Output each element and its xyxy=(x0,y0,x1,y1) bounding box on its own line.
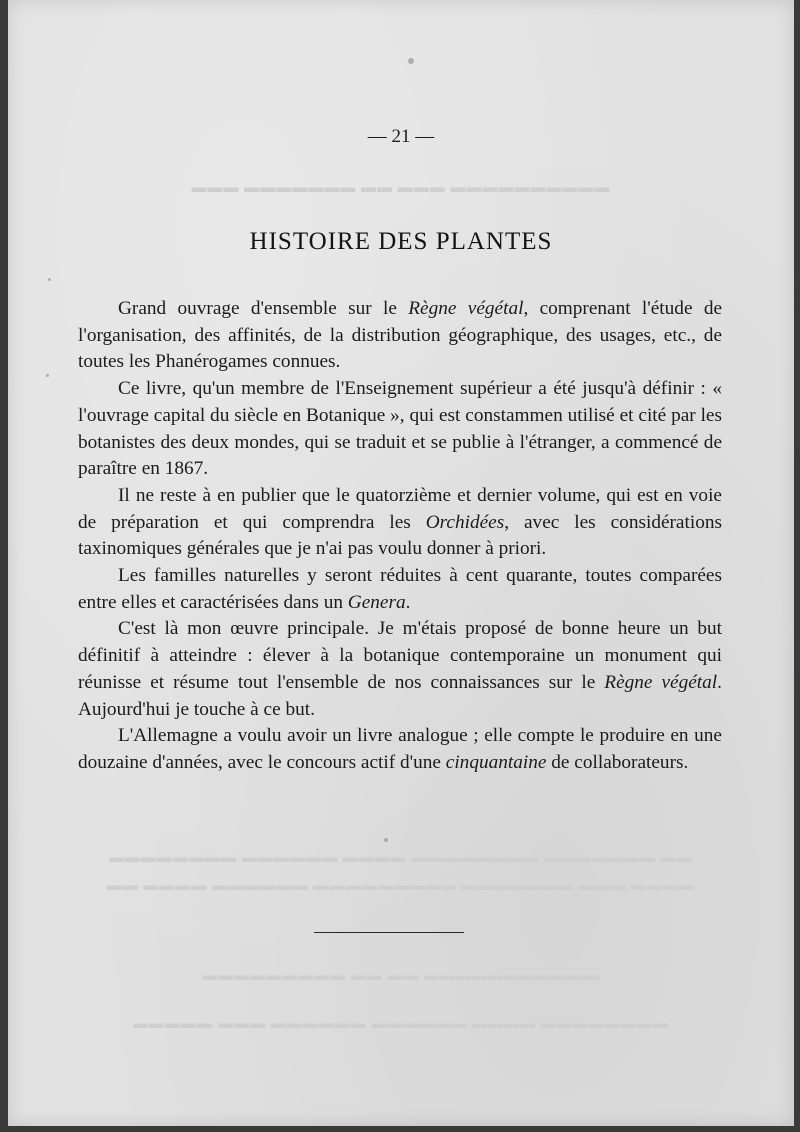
text-run: . xyxy=(405,591,411,613)
show-through-line: ▬▬▬▬▬▬▬▬▬ ▬▬ ▬▬ ▬▬▬▬▬▬▬▬▬▬▬ xyxy=(201,968,601,984)
body-text xyxy=(78,296,722,777)
page-number: — 21 — xyxy=(367,126,435,147)
text-run: , comprenant l'étude de l'organisation, des affinités, de la distribution géographique, des usages, etc., de toutes les Phanérogames connues. xyxy=(78,298,723,373)
show-through-line: ▬▬ ▬▬▬▬ ▬▬▬▬▬▬ ▬▬▬▬▬▬▬▬▬ ▬▬▬▬▬▬▬ ▬▬▬ ▬▬▬▬ xyxy=(106,878,696,894)
show-through-line: ▬▬▬▬▬ ▬▬▬ ▬▬▬▬▬▬ ▬▬▬▬▬▬ ▬▬▬▬ ▬▬▬▬▬▬▬▬ xyxy=(133,1016,669,1032)
paragraph xyxy=(78,563,722,616)
paragraph xyxy=(78,723,722,776)
paragraph xyxy=(78,616,722,723)
paper-speck xyxy=(384,838,388,842)
text-run: de collaborateurs. xyxy=(546,751,689,773)
text-run: L'Allemagne a voulu avoir un livre analogue ; elle compte le produire en une douzaine d'années, avec le concours actif d'une xyxy=(78,725,722,773)
text-run: Ce livre, qu'un membre de l'Enseignement supérieur a été jusqu'à définir : « l'ouvrage capital du siècle en Botanique », qui est constammen utilisé et cité par les botanistes des deux mondes, qui se traduit et se publie à l'étranger, a commencé de paraître en 1867. xyxy=(78,378,722,480)
paragraph xyxy=(78,376,722,483)
paragraph xyxy=(78,296,722,376)
text-run: , avec les considérations taxinomiques générales que je n'ai pas voulu donner à priori. xyxy=(78,511,722,560)
horizontal-rule xyxy=(314,932,464,933)
italic-text: Orchidées xyxy=(425,511,505,533)
paper-speck xyxy=(408,58,414,64)
paper-speck xyxy=(48,278,51,281)
text-run: . Aujourd'hui je touche à ce but. xyxy=(78,671,722,720)
italic-text: Genera xyxy=(347,591,406,613)
text-run: Les familles naturelles y seront réduites à cent quarante, toutes comparées entre elles et caractérisées dans un xyxy=(78,565,722,613)
page-title: HISTOIRE DES PLANTES xyxy=(249,228,553,255)
paper-speck xyxy=(46,374,49,377)
show-through-line: ▬▬▬ ▬▬▬▬▬▬▬ ▬▬ ▬▬▬ ▬▬▬▬▬▬▬▬▬▬ xyxy=(191,180,611,196)
text-run: C'est là mon œuvre principale. Je m'étais proposé de bonne heure un but définitif à atteindre : élever à la botanique contemporaine un monument qui réunisse et résume tout l'ensemble de nos connaissances sur le xyxy=(78,618,722,693)
show-through-line: ▬▬▬▬▬▬▬▬ ▬▬▬▬▬▬ ▬▬▬▬ ▬▬▬▬▬▬▬▬ ▬▬▬▬▬▬▬ ▬▬ xyxy=(109,850,693,866)
italic-text: Règne végétal xyxy=(408,298,524,319)
italic-text: Règne végétal xyxy=(604,671,718,693)
paragraph xyxy=(78,483,722,563)
text-run: Grand ouvrage d'ensemble sur le xyxy=(118,298,409,319)
document-page xyxy=(8,0,794,1126)
italic-text: cinquantaine xyxy=(445,751,547,773)
text-run: Il ne reste à en publier que le quatorzième et dernier volume, qui est en voie de préparation et qui comprendra les xyxy=(78,484,722,533)
